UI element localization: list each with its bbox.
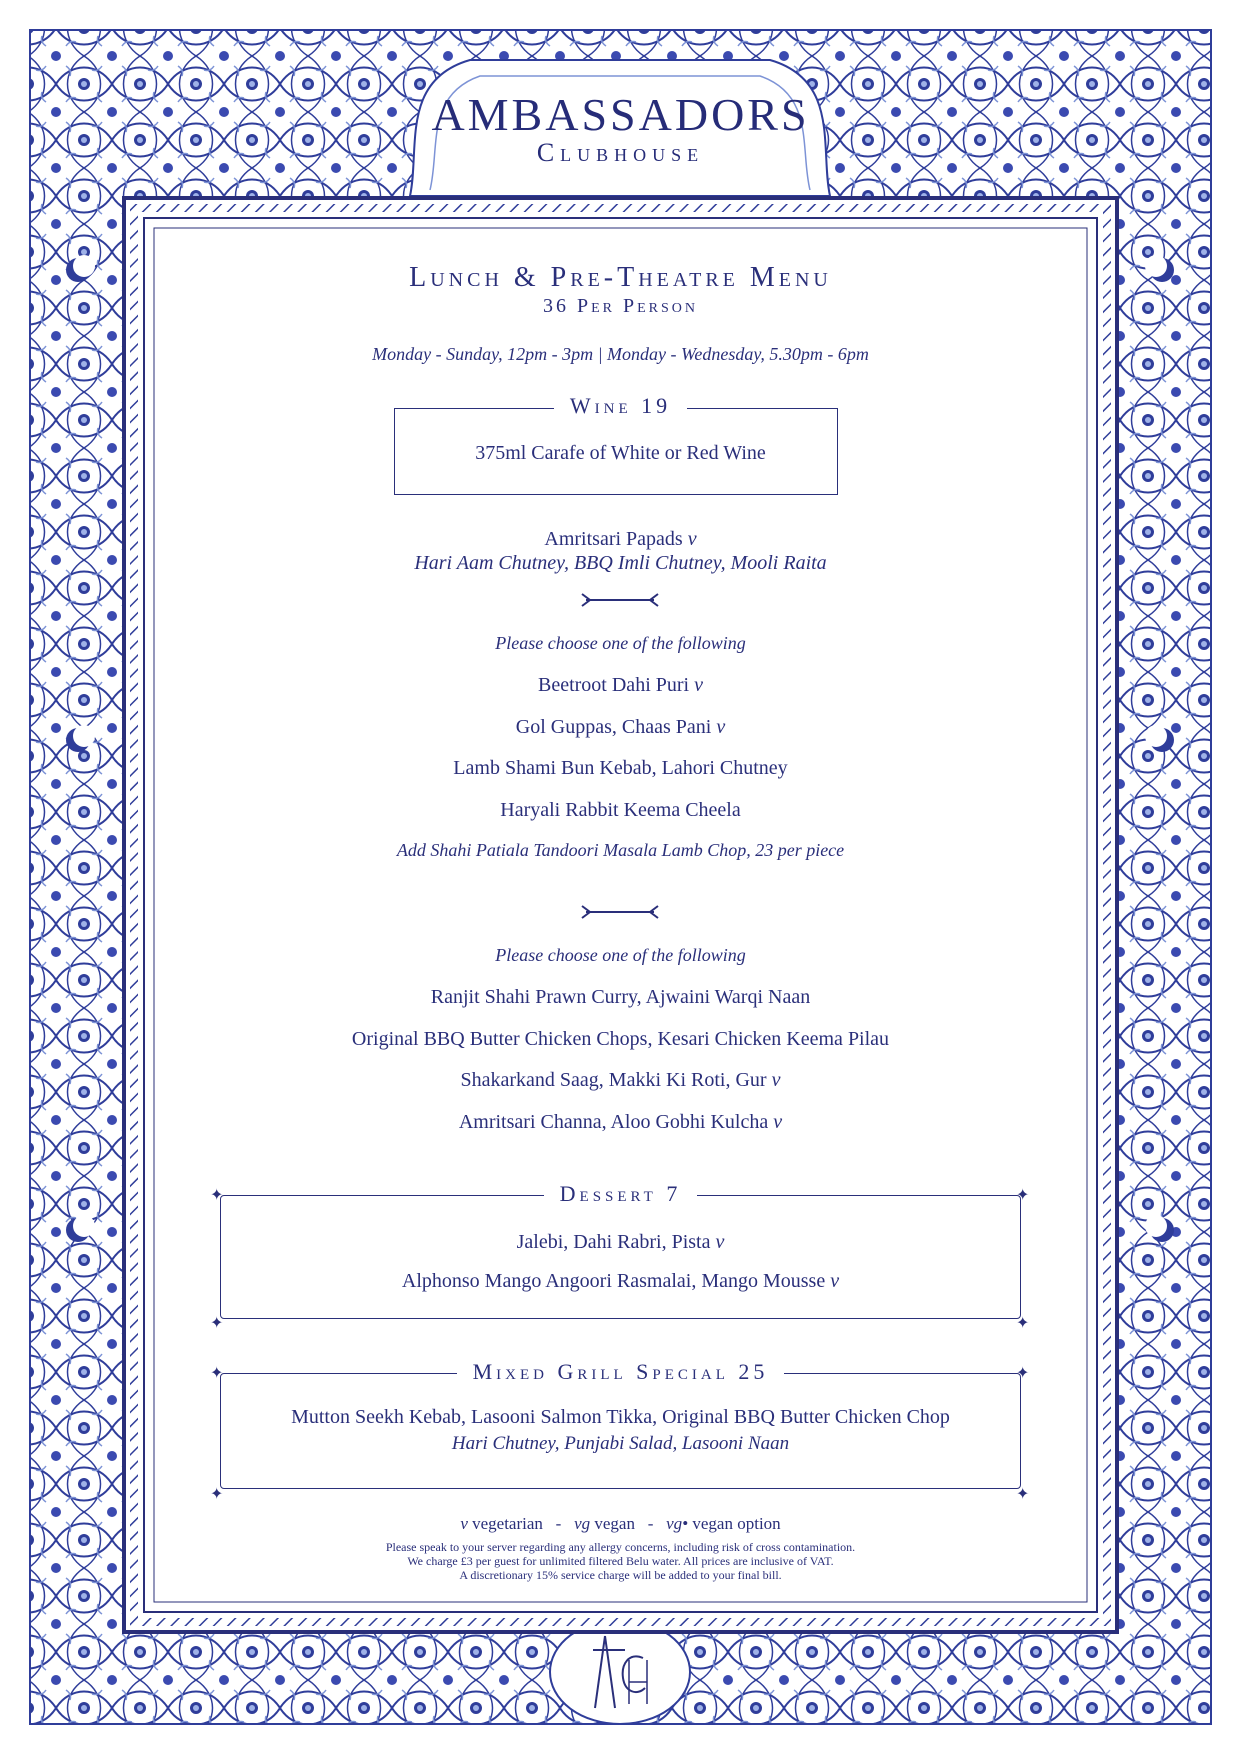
legend-vgo-text: vegan option — [692, 1514, 781, 1533]
papads-desc: Hari Aam Chutney, BBQ Imli Chutney, Mooli Raita — [414, 552, 827, 574]
corner-ornament-icon: ✦ — [210, 1187, 224, 1204]
legend-vgo-symbol: vg• — [666, 1514, 689, 1533]
vegetarian-tag: v — [771, 1069, 781, 1091]
legend-vg-symbol: vg — [574, 1514, 591, 1533]
grill-label-wrap — [0, 1359, 1241, 1385]
starter-item: Lamb Shami Bun Kebab, Lahori Chutney — [453, 757, 788, 779]
wine-label-wrap — [0, 393, 1241, 419]
legend-v-symbol: v — [460, 1514, 468, 1533]
papads-line — [0, 528, 1241, 551]
monogram-logo — [585, 1630, 655, 1714]
legend-v-text: vegetarian — [472, 1514, 543, 1533]
allergy-notice: Please speak to your server regarding any allergy concerns, including risk of cross contamination. — [385, 1540, 856, 1554]
main-item: Shakarkand Saag, Makki Ki Roti, Gur v — [460, 1069, 781, 1091]
main-item: Amritsari Channa, Aloo Gobhi Kulcha v — [458, 1111, 783, 1133]
wine-label: Wine 19 — [554, 393, 687, 419]
starter-item: Beetroot Dahi Puri v — [538, 674, 703, 696]
water-notice: We charge £3 per guest for unlimited filtered Belu water. All prices are inclusive of VAT. — [407, 1554, 834, 1568]
vegetarian-tag: v — [694, 674, 703, 696]
starter-item: Gol Guppas, Chaas Pani v — [515, 716, 726, 738]
dessert-label: Dessert 7 — [544, 1181, 698, 1207]
starter-item: Haryali Rabbit Keema Cheela — [500, 799, 741, 821]
main-item: Original BBQ Butter Chicken Chops, Kesari Chicken Keema Pilau — [351, 1028, 890, 1050]
corner-ornament-icon: ✦ — [1016, 1365, 1030, 1382]
menu-price: 36 Per Person — [542, 295, 699, 317]
dessert-box — [220, 1195, 1021, 1319]
corner-ornament-icon: ✦ — [210, 1365, 224, 1382]
vegetarian-tag: v — [687, 528, 697, 550]
dessert-item: Jalebi, Dahi Rabri, Pista v — [516, 1231, 725, 1253]
main-item: Ranjit Shahi Prawn Curry, Ajwaini Warqi Naan — [430, 986, 811, 1008]
brand-title: AMBASSADORS — [431, 89, 810, 140]
corner-ornament-icon: ✦ — [1016, 1187, 1030, 1204]
wine-item: 375ml Carafe of White or Red Wine — [475, 442, 766, 464]
divider-ornament — [580, 592, 660, 608]
dessert-label-wrap — [0, 1181, 1241, 1207]
corner-ornament-icon: ✦ — [210, 1315, 224, 1332]
starters-prompt: Please choose one of the following — [495, 633, 746, 653]
menu-title: Lunch & Pre-Theatre Menu — [409, 262, 832, 293]
vegetarian-tag: v — [773, 1111, 783, 1133]
brand-subtitle: Clubhouse — [536, 138, 705, 167]
dietary-legend — [0, 1514, 1241, 1534]
mains-prompt: Please choose one of the following — [495, 945, 746, 965]
mixed-grill-box — [220, 1373, 1021, 1489]
vegetarian-tag: v — [716, 716, 726, 738]
grill-desc: Hari Chutney, Punjabi Salad, Lasooni Naan — [451, 1433, 790, 1454]
vegetarian-tag: v — [715, 1231, 725, 1253]
vegetarian-tag: v — [830, 1270, 840, 1292]
grill-item: Mutton Seekh Kebab, Lasooni Salmon Tikka, Original BBQ Butter Chicken Chop — [291, 1406, 950, 1428]
corner-ornament-icon: ✦ — [210, 1486, 224, 1503]
corner-ornament-icon: ✦ — [1016, 1315, 1030, 1332]
papads-name: Amritsari Papads — [544, 528, 683, 550]
legend-separator: - — [647, 1514, 654, 1533]
legend-separator: - — [555, 1514, 562, 1533]
dessert-item: Alphonso Mango Angoori Rasmalai, Mango Mousse v — [401, 1270, 840, 1292]
service-charge-notice: A discretionary 15% service charge will be added to your final bill. — [459, 1568, 782, 1582]
divider-ornament — [580, 904, 660, 920]
legend-vg-text: vegan — [594, 1514, 635, 1533]
starter-addon: Add Shahi Patiala Tandoori Masala Lamb Chop, 23 per piece — [396, 840, 845, 860]
grill-label: Mixed Grill Special 25 — [457, 1359, 785, 1385]
service-hours: Monday - Sunday, 12pm - 3pm | Monday - Wednesday, 5.30pm - 6pm — [372, 344, 869, 364]
corner-ornament-icon: ✦ — [1016, 1486, 1030, 1503]
